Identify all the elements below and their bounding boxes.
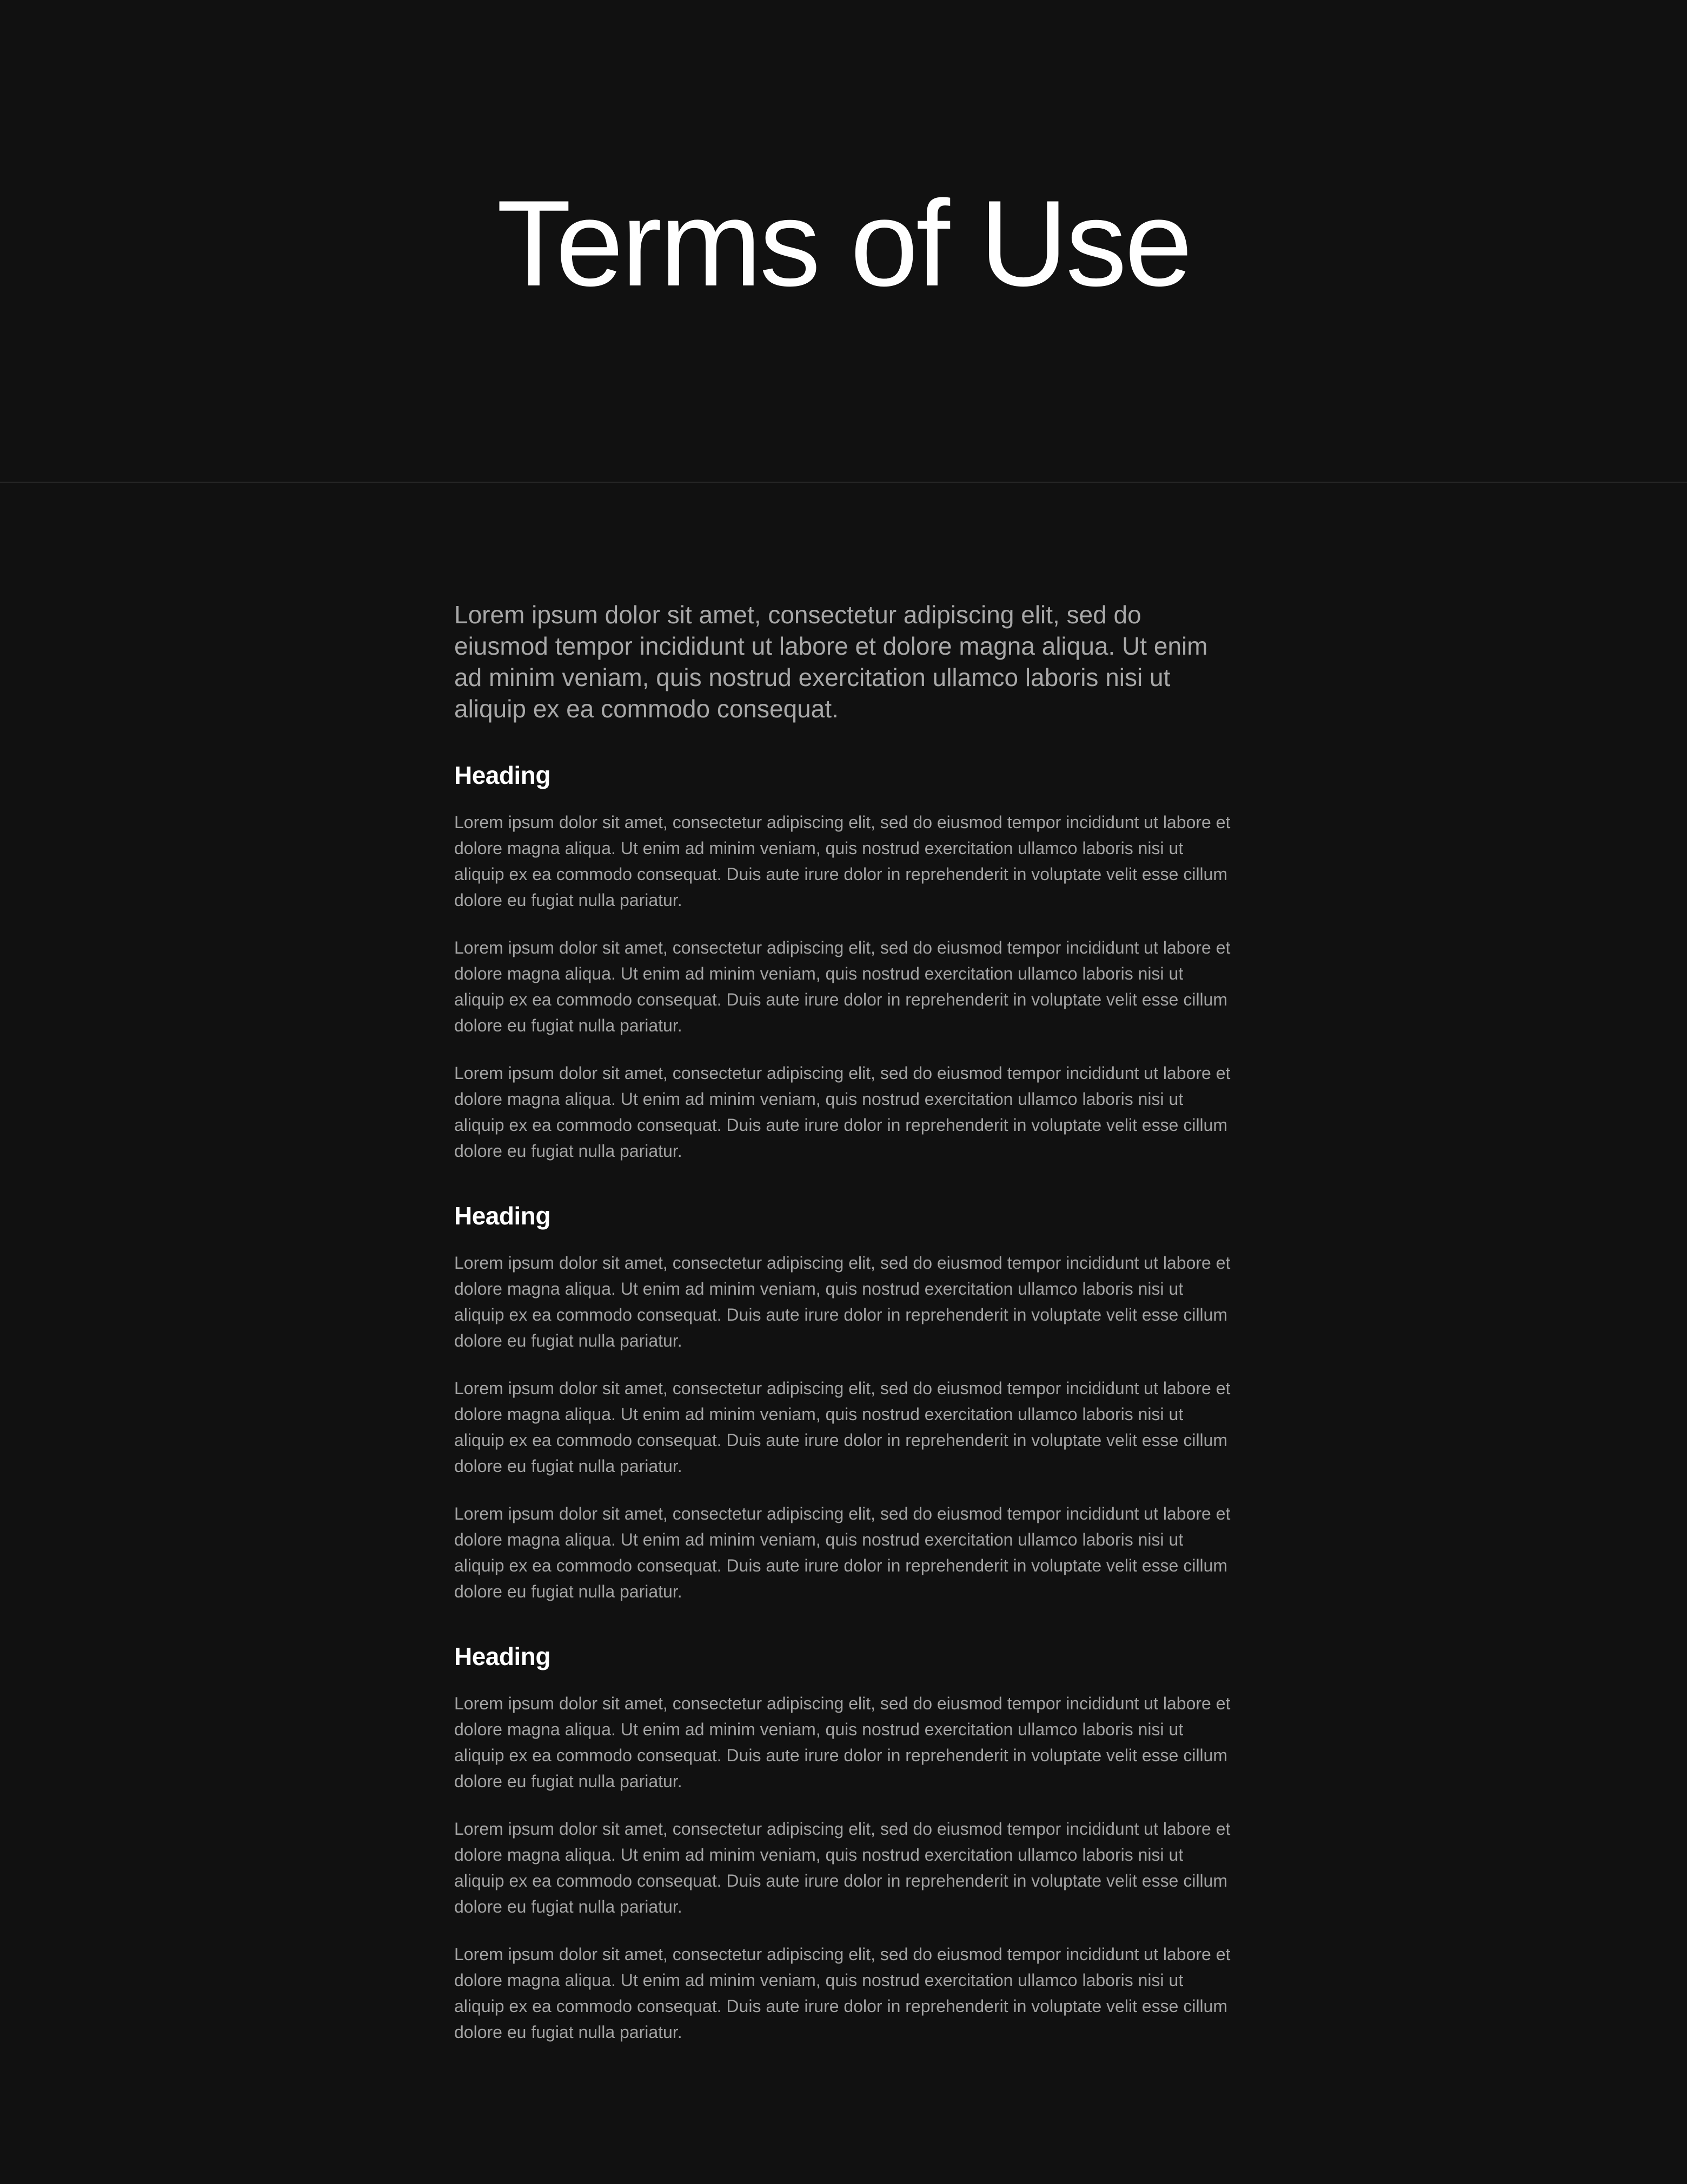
section-paragraph: Lorem ipsum dolor sit amet, consectetur adipiscing elit, sed do eiusmod tempor incididunt ut labore et dolore magna aliqua. Ut enim ad minim veniam, quis nostrud exercitation ullamco laboris nisi ut aliquip ex ea commodo consequat. Duis aute irure dolor in reprehenderit in voluptate velit esse cillum dolore eu fugiat nulla pariatur.: [454, 813, 1231, 910]
page-header: [0, 0, 1687, 483]
section-heading: Heading: [454, 761, 550, 789]
terms-content: [454, 483, 1233, 2045]
section-paragraph: Lorem ipsum dolor sit amet, consectetur adipiscing elit, sed do eiusmod tempor incididunt ut labore et dolore magna aliqua. Ut enim ad minim veniam, quis nostrud exercitation ullamco laboris nisi ut aliquip ex ea commodo consequat. Duis aute irure dolor in reprehenderit in voluptate velit esse cillum dolore eu fugiat nulla pariatur.: [454, 1063, 1231, 1161]
section-heading: Heading: [454, 1202, 550, 1230]
section-paragraph: Lorem ipsum dolor sit amet, consectetur adipiscing elit, sed do eiusmod tempor incididunt ut labore et dolore magna aliqua. Ut enim ad minim veniam, quis nostrud exercitation ullamco laboris nisi ut aliquip ex ea commodo consequat. Duis aute irure dolor in reprehenderit in voluptate velit esse cillum dolore eu fugiat nulla pariatur.: [454, 1504, 1231, 1601]
section-paragraph: Lorem ipsum dolor sit amet, consectetur adipiscing elit, sed do eiusmod tempor incididunt ut labore et dolore magna aliqua. Ut enim ad minim veniam, quis nostrud exercitation ullamco laboris nisi ut aliquip ex ea commodo consequat. Duis aute irure dolor in reprehenderit in voluptate velit esse cillum dolore eu fugiat nulla pariatur.: [454, 1379, 1231, 1476]
section-heading: Heading: [454, 1642, 550, 1670]
page-title: Terms of Use: [496, 175, 1191, 311]
terms-section-2: [454, 1200, 1233, 1604]
section-paragraph: Lorem ipsum dolor sit amet, consectetur adipiscing elit, sed do eiusmod tempor incididunt ut labore et dolore magna aliqua. Ut enim ad minim veniam, quis nostrud exercitation ullamco laboris nisi ut aliquip ex ea commodo consequat. Duis aute irure dolor in reprehenderit in voluptate velit esse cillum dolore eu fugiat nulla pariatur.: [454, 938, 1231, 1035]
terms-section-3: [454, 1641, 1233, 2045]
section-paragraph: Lorem ipsum dolor sit amet, consectetur adipiscing elit, sed do eiusmod tempor incididunt ut labore et dolore magna aliqua. Ut enim ad minim veniam, quis nostrud exercitation ullamco laboris nisi ut aliquip ex ea commodo consequat. Duis aute irure dolor in reprehenderit in voluptate velit esse cillum dolore eu fugiat nulla pariatur.: [454, 1253, 1231, 1350]
section-paragraph: Lorem ipsum dolor sit amet, consectetur adipiscing elit, sed do eiusmod tempor incididunt ut labore et dolore magna aliqua. Ut enim ad minim veniam, quis nostrud exercitation ullamco laboris nisi ut aliquip ex ea commodo consequat. Duis aute irure dolor in reprehenderit in voluptate velit esse cillum dolore eu fugiat nulla pariatur.: [454, 1945, 1231, 2042]
section-paragraph: Lorem ipsum dolor sit amet, consectetur adipiscing elit, sed do eiusmod tempor incididunt ut labore et dolore magna aliqua. Ut enim ad minim veniam, quis nostrud exercitation ullamco laboris nisi ut aliquip ex ea commodo consequat. Duis aute irure dolor in reprehenderit in voluptate velit esse cillum dolore eu fugiat nulla pariatur.: [454, 1819, 1231, 1916]
intro-paragraph: Lorem ipsum dolor sit amet, consectetur adipiscing elit, sed do eiusmod tempor incididunt ut labore et dolore magna aliqua. Ut enim ad minim veniam, quis nostrud exercitation ullamco laboris nisi ut aliquip ex ea commodo consequat.: [454, 601, 1208, 723]
section-paragraph: Lorem ipsum dolor sit amet, consectetur adipiscing elit, sed do eiusmod tempor incididunt ut labore et dolore magna aliqua. Ut enim ad minim veniam, quis nostrud exercitation ullamco laboris nisi ut aliquip ex ea commodo consequat. Duis aute irure dolor in reprehenderit in voluptate velit esse cillum dolore eu fugiat nulla pariatur.: [454, 1694, 1231, 1791]
terms-section-1: [454, 760, 1233, 1164]
